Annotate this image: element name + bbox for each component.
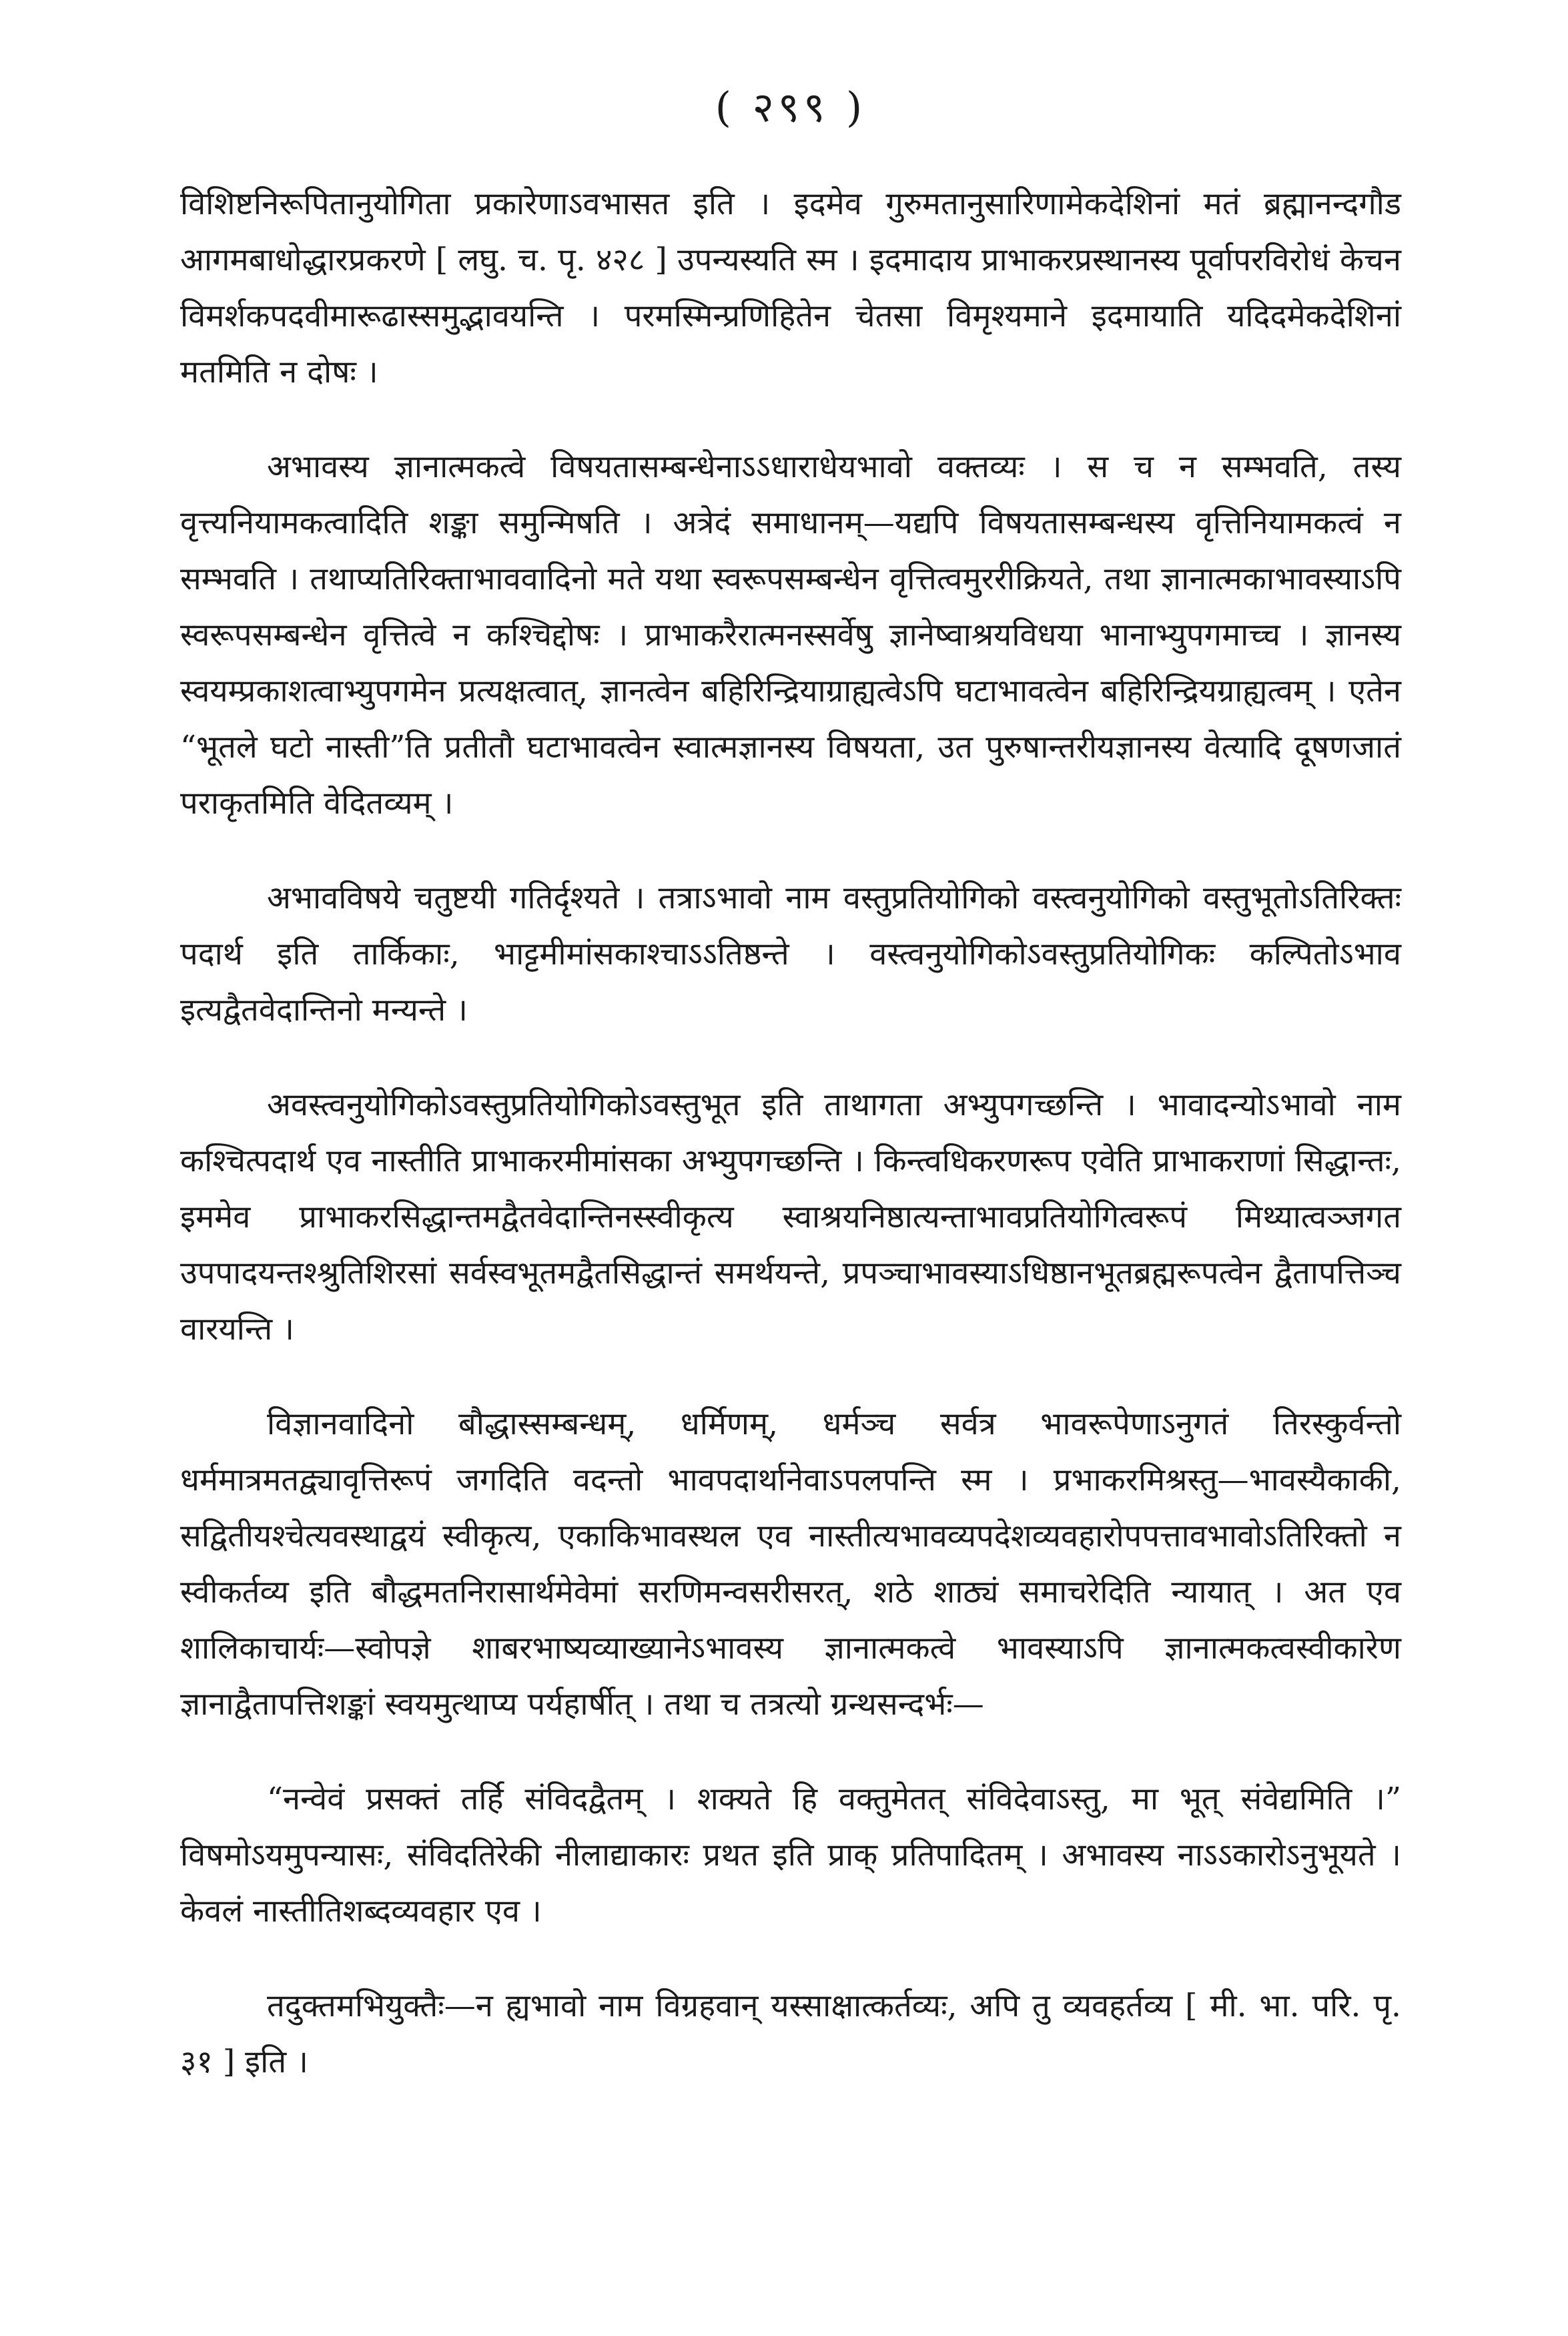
paragraph-4: अवस्त्वनुयोगिकोऽवस्तुप्रतियोगिकोऽवस्तुभूत इति ताथागता अभ्युपगच्छन्ति । भावादन्योऽभावो नाम कश्चित्पदार्थ एव नास्तीति प्राभाकरमीमांसका अभ्युपगच्छन्ति । किन्त्वधिकरणरूप एवेति प्राभाकराणां सिद्धान्तः, इममेव प्राभाकरसिद्धान्तमद्वैतवेदान्तिनस्स्वीकृत्य स्वाश्रयनिष्ठात्यन्ताभावप्रतियोगित्वरूपं मिथ्यात्वञ्जगत उपपादयन्तश्श्रुतिशिरसां सर्वस्वभूतमद्वैतसिद्धान्तं समर्थयन्ते, प्रपञ्चाभावस्याऽधिष्ठानभूतब्रह्मरूपत्वेन द्वैतापत्तिञ्च वारयन्ति । [180,1087,1401,1348]
paragraph-2: अभावस्य ज्ञानात्मकत्वे विषयतासम्बन्धेनाऽऽधाराधेयभावो वक्तव्यः । स च न सम्भवति, तस्य वृत्त्यनियामकत्वादिति शङ्का समुन्मिषति । अत्रेदं समाधानम्—यद्यपि विषयतासम्बन्धस्य वृत्तिनियामकत्वं न सम्भवति । तथाप्यतिरिक्ताभाववादिनो मते यथा स्वरूपसम्बन्धेन वृत्तित्वमुररीक्रियते, तथा ज्ञानात्मकाभावस्याऽपि स्वरूपसम्बन्धेन वृत्तित्वे न कश्चिद्दोषः । प्राभाकरैरात्मनस्सर्वेषु ज्ञानेष्वाश्रयविधया भानाभ्युपगमाच्च । ज्ञानस्य स्वयम्प्रकाशत्वाभ्युपगमेन प्रत्यक्षत्वात्, ज्ञानत्वेन बहिरिन्द्रियाग्राह्यत्वेऽपि घटाभावत्वेन बहिरिन्द्रियग्राह्यत्वम् । एतेन “भूतले घटो नास्ती”ति प्रतीतौ घटाभावत्वेन स्वात्मज्ञानस्य विषयता, उत पुरुषान्तरीयज्ञानस्य वेत्यादि दूषणजातं पराकृतमिति वेदितव्यम् । [180,449,1401,822]
page-number: ( २९९ ) [715,83,867,131]
quoted-passage: “नन्वेवं प्रसक्तं तर्हि संविदद्वैतम् । शक्यते हि वक्तुमेतत् संविदेवाऽस्तु, मा भूत् संवेद्यमिति ।” विषमोऽयमुपन्यासः, संविदतिरेकी नीलाद्याकारः प्रथत इति प्राक् प्रतिपादितम् । अभावस्य नाऽऽकारोऽनुभूयते । केवलं नास्तीतिशब्दव्यवहार एव । [180,1781,1401,1930]
paragraph-3: अभावविषये चतुष्टयी गतिर्दृश्यते । तत्राऽभावो नाम वस्तुप्रतियोगिको वस्त्वनुयोगिको वस्तुभूतोऽतिरिक्तः पदार्थ इति तार्किकाः, भाट्टमीमांसकाश्चाऽऽतिष्ठन्ते । वस्त्वनुयोगिकोऽवस्तुप्रतियोगिकः कल्पितोऽभाव इत्यद्वैतवेदान्तिनो मन्यन्ते । [180,880,1401,1029]
paragraph-5: विज्ञानवादिनो बौद्धास्सम्बन्धम्, धर्मिणम्, धर्मञ्च सर्वत्र भावरूपेणाऽनुगतं तिरस्कुर्वन्तो धर्ममात्रमतद्व्यावृत्तिरूपं जगदिति वदन्तो भावपदार्थानेवाऽपलपन्ति स्म । प्रभाकरमिश्रस्तु—भावस्यैकाकी, सद्वितीयश्चेत्यवस्थाद्वयं स्वीकृत्य, एकाकिभावस्थल एव नास्तीत्यभावव्यपदेशव्यवहारोपपत्तावभावोऽतिरिक्तो न स्वीकर्तव्य इति बौद्धमतनिरासार्थमेवेमां सरणिमन्वसरीसरत्, शठे शाठ्यं समाचरेदिति न्यायात् । अत एव शालिकाचार्यः—स्वोपज्ञे शाबरभाष्यव्याख्यानेऽभावस्य ज्ञानात्मकत्वे भावस्याऽपि ज्ञानात्मकत्वस्वीकारेण ज्ञानाद्वैतापत्तिशङ्कां स्वयमुत्थाप्य पर्यहार्षीत् । तथा च तत्रत्यो ग्रन्थसन्दर्भः— [180,1406,1401,1723]
paragraph-7: तदुक्तमभियुक्तैः—न ह्यभावो नाम विग्रहवान् यस्साक्षात्कर्तव्यः, अपि तु व्यवहर्तव्य [ मी. भा. परि. पृ. ३१ ] इति । [180,1988,1401,2080]
paragraph-1: विशिष्टनिरूपितानुयोगिता प्रकारेणाऽवभासत इति । इदमेव गुरुमतानुसारिणामेकदेशिनां मतं ब्रह्मानन्दगौड आगमबाधोद्धारप्रकरणे [ लघु. च. पृ. ४२८ ] उपन्यस्यति स्म । इदमादाय प्राभाकरप्रस्थानस्य पूर्वापरविरोधं केचन विमर्शकपदवीमारूढास्समुद्भावयन्ति । परमस्मिन्प्रणिहितेन चेतसा विमृश्यमाने इदमायाति यदिदमेकदेशिनां मतमिति न दोषः । [180,186,1401,390]
